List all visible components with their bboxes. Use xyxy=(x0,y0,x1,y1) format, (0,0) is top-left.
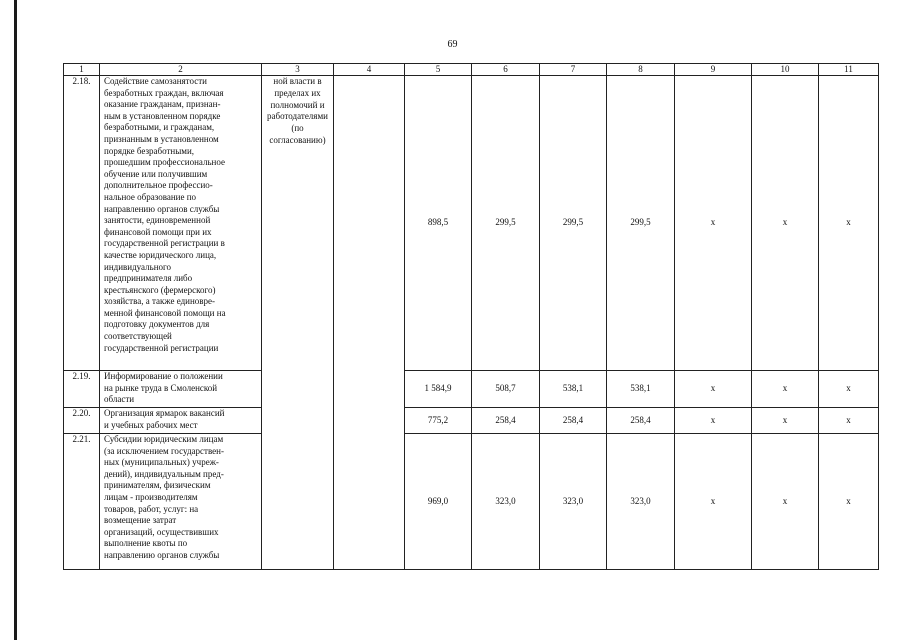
cell-col-10: х xyxy=(752,408,819,434)
cell-col-10: х xyxy=(752,371,819,408)
row-number: 2.21. xyxy=(64,434,100,570)
cell-col-11: х xyxy=(819,76,879,371)
cell-col-8: 323,0 xyxy=(607,434,675,570)
cell-col-7: 299,5 xyxy=(540,76,607,371)
col-header-4: 4 xyxy=(334,64,405,76)
cell-col-5: 898,5 xyxy=(405,76,472,371)
row-description: Содействие самозанятости безработных граждан, включая оказание гражданам, признан- ным в установленном порядке безработными, и гражданам, признанным в установленном порядке безработными, прошедшим профессиональное обучение или получившим дополнительное профессио- нальное образование по направлению органов службы занятости, единовременной финансовой помощи при их государственной регистрации в качестве юридического лица, индивидуального предпринимателя либо крестьянского (фермерского) хозяйства, а также единовре- менной финансовой помощи на подготовку документов для соответствующей государственной регистрации xyxy=(100,76,262,371)
col-header-1: 1 xyxy=(64,64,100,76)
cell-col-11: х xyxy=(819,434,879,570)
cell-col-10: х xyxy=(752,434,819,570)
cell-col-11: х xyxy=(819,371,879,408)
cell-col-8: 538,1 xyxy=(607,371,675,408)
header-row xyxy=(64,64,879,76)
col-header-5: 5 xyxy=(405,64,472,76)
page-left-border xyxy=(14,0,17,640)
col-header-11: 11 xyxy=(819,64,879,76)
budget-table xyxy=(63,63,879,570)
row-description: Организация ярмарок вакансий и учебных рабочих мест xyxy=(100,408,262,434)
cell-col-9: х xyxy=(675,408,752,434)
table-row xyxy=(64,76,879,371)
cell-col-9: х xyxy=(675,76,752,371)
col-header-6: 6 xyxy=(472,64,540,76)
cell-col-6: 323,0 xyxy=(472,434,540,570)
cell-col-6: 258,4 xyxy=(472,408,540,434)
cell-col-5: 775,2 xyxy=(405,408,472,434)
row-description: Субсидии юридическим лицам (за исключением государствен- ных (муниципальных) учреж- дений), индивидуальным пред- принимателям, физическим лицам - производителям товаров, работ, услуг: на возмещение затрат организаций, осуществивших выполнение квоты по направлению органов службы xyxy=(100,434,262,570)
cell-col-9: х xyxy=(675,434,752,570)
cell-col-7: 258,4 xyxy=(540,408,607,434)
col-header-9: 9 xyxy=(675,64,752,76)
col-header-7: 7 xyxy=(540,64,607,76)
cell-col-9: х xyxy=(675,371,752,408)
col-header-3: 3 xyxy=(262,64,334,76)
col-header-2: 2 xyxy=(100,64,262,76)
empty-col-4 xyxy=(334,76,405,570)
cell-col-8: 258,4 xyxy=(607,408,675,434)
col-header-10: 10 xyxy=(752,64,819,76)
table-row xyxy=(64,371,879,408)
cell-col-11: х xyxy=(819,408,879,434)
cell-col-7: 323,0 xyxy=(540,434,607,570)
cell-col-5: 969,0 xyxy=(405,434,472,570)
cell-col-8: 299,5 xyxy=(607,76,675,371)
cell-col-7: 538,1 xyxy=(540,371,607,408)
cell-col-6: 299,5 xyxy=(472,76,540,371)
cell-col-5: 1 584,9 xyxy=(405,371,472,408)
col-header-8: 8 xyxy=(607,64,675,76)
cell-col-6: 508,7 xyxy=(472,371,540,408)
row-number: 2.18. xyxy=(64,76,100,371)
table-row xyxy=(64,408,879,434)
row-number: 2.20. xyxy=(64,408,100,434)
row-description: Информирование о положении на рынке труда в Смоленской области xyxy=(100,371,262,408)
page-number: 69 xyxy=(447,39,458,50)
executor-cell: ной власти в пределах их полномочий и работодателями (по согласованию) xyxy=(262,76,334,570)
row-number: 2.19. xyxy=(64,371,100,408)
table-row xyxy=(64,434,879,570)
cell-col-10: х xyxy=(752,76,819,371)
